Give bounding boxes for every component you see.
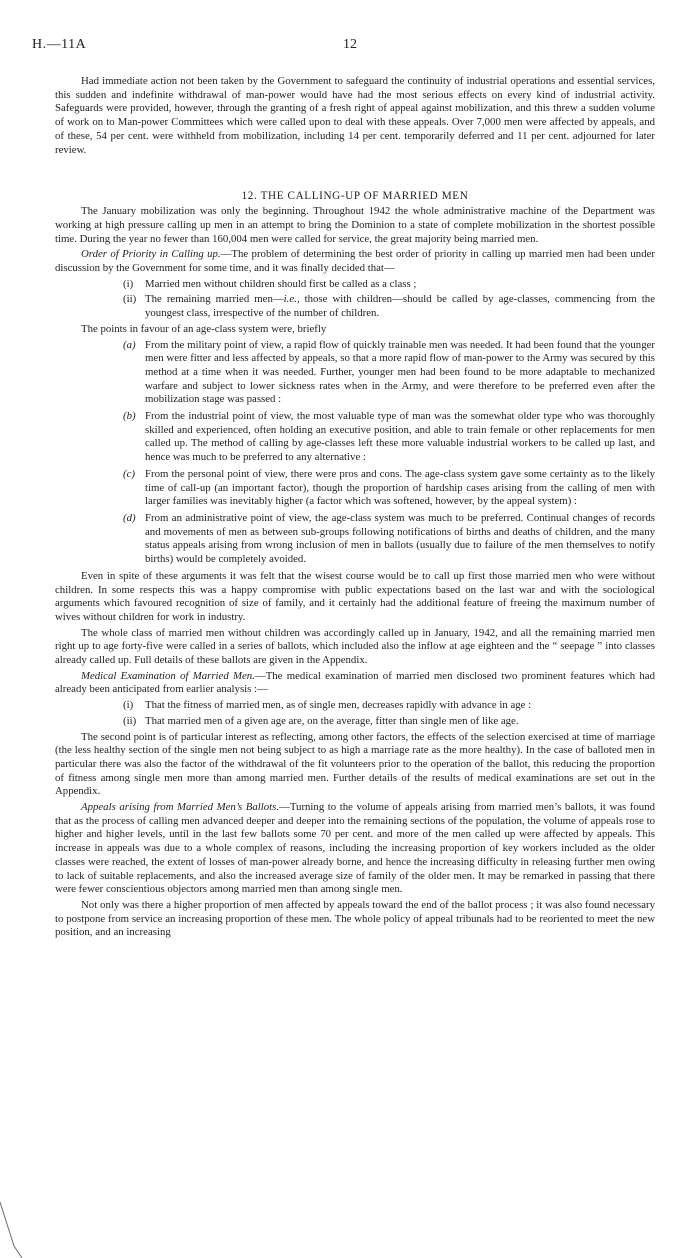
point-text: From the industrial point of view, the most valuable type of man was the somewhat older type who was thoroughly skilled and experienced, often holding an executive position, and able to train female or other replacements for men called up. The method of calling by age-classes left these more valuable industrial workers to be called up last, and hence was much to be preferred to any alternative : — [145, 410, 655, 464]
paragraph-even-in-spite: Even in spite of these arguments it was felt that the wisest course would be to call up first those married men who were without children. In some respects this was a happy compromise with public expectations based on the last war and with the sociological arguments which favoured recognition of size of family, and it certainly had the additional feature of freeing the maximum number of wives without children for work in industry. — [55, 569, 655, 623]
paragraph-whole-class: The whole class of married men without children was accordingly called up in January, 1942, and all the remaining married men right up to age forty-five were called in a series of ballots, which included also the inflow at age eighteen and the “ seepage ” into classes already called up. Full details of these ballots are given in the Appendix. — [55, 626, 655, 667]
list-item-text-continued: those with children—should be called by age-classes, commencing from the youngest class, irrespective of the number of children. — [145, 293, 655, 320]
point-item — [55, 468, 655, 509]
medical-examination-text: —The medical examination of married men disclosed two prominent features which had already been anticipated from earlier analysis :— — [55, 669, 655, 696]
list-item — [55, 699, 655, 713]
point-text: From the personal point of view, there were pros and cons. The age-class system gave some certainty as to the likely time of call-up (an important factor), though the proportion of hardship cases arising from the calling of men with larger families was inevitably higher (a factor which was softened, however, by the appeal system) : — [145, 467, 655, 508]
point-text: From the military point of view, a rapid flow of quickly trainable men was needed. It had been found that the younger men were fitter and less affected by appeals, so that a more rapid flow of man-power to the Army was secured by this method at a time when it was needed. Further, younger men had been found to be more adaptable to mechanized warfare and subject to lower sickness rates when in the Army, and were therefore to be preferred even after the mobilization stage was passed : — [145, 338, 655, 406]
page-header — [32, 38, 668, 58]
paragraph-appeals — [55, 801, 655, 897]
list-item — [55, 293, 655, 320]
list-item-text: That the fitness of married men, as of single men, decreases rapidly with advance in age : — [145, 699, 532, 712]
order-of-priority-text: —The problem of determining the best order of priority in calling up married men had been under discussion by the Government for some time, and it was finally decided that— — [55, 248, 655, 275]
page-body — [55, 75, 655, 942]
list-item-text: That married men of a given age are, on the average, fitter than single men of like age. — [145, 714, 519, 727]
paragraph-not-only: Not only was there a higher proportion of men affected by appeals toward the end of the ballot process ; it was also found necessary to postpone from service an increasing proportion of these men. The whole policy of appeal tribunals had to be reoriented to meet the new position, and an increasing — [55, 898, 655, 939]
list-item — [55, 715, 655, 729]
list-item — [55, 278, 655, 292]
subheading-medical-examination: Medical Examination of Married Men. — [81, 669, 255, 682]
point-label: (b) — [123, 410, 136, 423]
list-item-label: (ii) — [123, 714, 137, 727]
list-item-label: (ii) — [123, 293, 137, 306]
scan-edge-mark — [0, 1200, 26, 1258]
section-title: 12. THE CALLING-UP OF MARRIED MEN — [241, 190, 469, 203]
page-number: 12 — [343, 37, 357, 52]
paragraph-second-point: The second point is of particular interest as reflecting, among other factors, the effects of the selection exercised at time of marriage (the less healthy section of the single men not being subject to as high a marriage rate as the more healthy). In the case of balloted men in particular there was also the factor of the withdrawal of the fit volunteers prior to the operation of the ballot, this reducing the proportion of fitness among single men more than among married men. Further details of the results of medical examinations are set out in the Appendix. — [55, 730, 655, 798]
point-label: (a) — [123, 338, 136, 351]
list-item-text: Married men without children should first be called as a class ; — [145, 277, 417, 290]
list-item-text: The remaining married men— — [145, 293, 284, 306]
point-text: From an administrative point of view, the age-class system was much to be preferred. Continual changes of records and movements of men as between sub-groups following notifications of births and deaths of children, and the many status appeals arising from wrong inclusion of men in ballots (usually due to failure of the men themselves to notify births) would be completely avoided. — [145, 511, 655, 566]
list-item-label: (i) — [123, 699, 134, 712]
point-label: (d) — [123, 511, 136, 524]
paragraph-medical-examination — [55, 670, 655, 697]
document-reference: H.—11A — [32, 37, 87, 52]
subheading-appeals: Appeals arising from Married Men’s Ballots. — [81, 801, 280, 814]
subheading-order-of-priority: Order of Priority in Calling up. — [81, 248, 221, 261]
point-item — [55, 512, 655, 567]
point-item — [55, 339, 655, 408]
paragraph-order-of-priority — [55, 248, 655, 275]
list-item-emphasis: i.e., — [283, 293, 300, 306]
appeals-text: —Turning to the volume of appeals arising from married men’s ballots, it was found that as the process of calling men advanced deeper and deeper into the remaining sections of the population, the volume of appeals rose to higher and higher levels, until in the last few ballots some 70 per cent. and more of the men called up were affected by appeals. This increase in appeals was due to a whole complex of reasons, including the increasing proportion of key workers included as the older classes were reached, the extent of losses of man-power already borne, and hence the increasing difficulty in releasing further men owing to lack of suitable replacements, and also the increased average size of family of the older men. It may be remarked in passing that there were fewer conscientious objectors among married men than among single men. — [55, 801, 655, 896]
point-item — [55, 410, 655, 465]
paragraph-points-intro: The points in favour of an age-class system were, briefly — [81, 322, 327, 335]
list-item-label: (i) — [123, 277, 134, 290]
point-label: (c) — [123, 467, 135, 480]
intro-paragraph: Had immediate action not been taken by the Government to safeguard the continuity of industrial operations and essential services, this sudden and indefinite withdrawal of man-power would have had the most serious effects on every kind of industrial activity. Safeguards were provided, however, through the granting of a fresh right of appeal against mobilization, and this threw a sudden volume of work on to Man-power Committees which were called upon to deal with these appeals. Over 7,000 men were affected by appeals, and of these, 54 per cent. were withheld from mobilization, including 14 per cent. temporarily deferred and 11 per cent. adjourned for later review. — [55, 75, 655, 156]
paragraph-january-mobilization: The January mobilization was only the beginning. Throughout 1942 the whole administrative machine of the Department was working at high pressure calling up men in an attempt to bring the Dominion to a state of complete mobilization in the shortest possible time. During the year no fewer than 160,004 men were called for service, the great majority being married men. — [55, 205, 655, 245]
